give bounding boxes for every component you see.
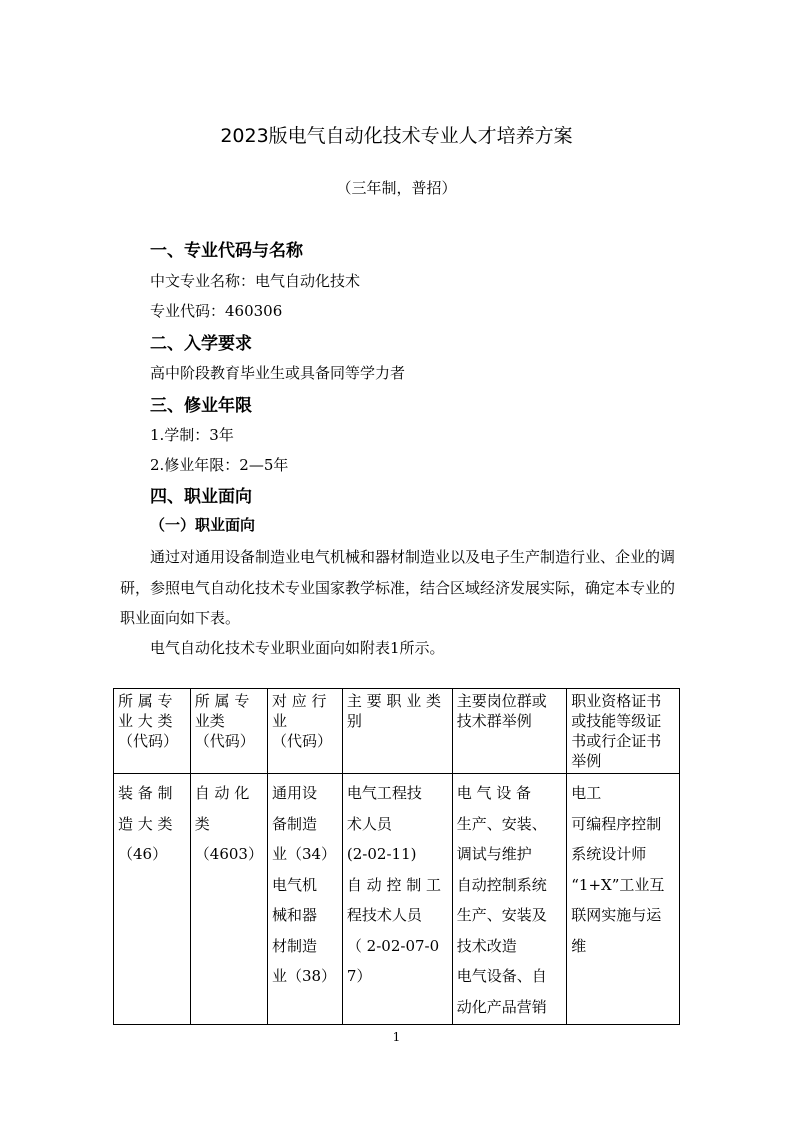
cell-line: 对 应 行 (271, 692, 327, 710)
career-table (113, 688, 680, 1025)
cell-line: 装 备 制 (118, 784, 173, 802)
cell-line: 技术改造 (456, 936, 517, 955)
cell-line: 电气工程技 (346, 784, 422, 802)
cell-line: 械和器 (271, 906, 317, 924)
cell-line: 电气设备、自 (456, 967, 547, 985)
table-header-cell (114, 689, 191, 774)
table-cell (567, 774, 680, 1025)
cell-line: 程技术人员 (346, 906, 422, 924)
cell-line: 联网实施与运 (571, 906, 662, 924)
cell-line: 可编程序控制 (571, 814, 662, 833)
table-cell (452, 774, 567, 1025)
cell-line: （代码） (194, 732, 255, 750)
cell-line: 通用设 (271, 784, 317, 802)
cell-line: 业（34） (271, 845, 337, 863)
cell-line: 电 气 设 备 (456, 784, 532, 802)
document-subtitle: （三年制，普招） (336, 179, 457, 197)
table-header-cell (452, 689, 567, 774)
cell-line: 维 (571, 936, 587, 955)
cell-line: 举例 (571, 752, 602, 770)
cell-line: （代码） (118, 732, 179, 750)
table-header-row (114, 689, 680, 774)
major-code: 专业代码：460306 (150, 302, 283, 320)
duration-item-1: 1.学制：3年 (150, 426, 234, 444)
page-number: 1 (392, 1030, 401, 1044)
cell-line: 材制造 (271, 936, 317, 955)
cell-line: 生产、安装、 (456, 814, 547, 833)
admission-text: 高中阶段教育毕业生或具备同等学力者 (150, 364, 406, 382)
cell-line: 职业资格证书 (571, 692, 662, 710)
table-header-cell (567, 689, 680, 774)
cell-line: 备制造 (271, 814, 317, 833)
table-cell (342, 774, 452, 1025)
cell-line: 业 (271, 712, 287, 730)
cell-line: (2-02-11) (346, 845, 417, 863)
cell-line: 造 大 类 (118, 814, 173, 833)
cell-line: 电工 (571, 784, 602, 802)
cell-line: 或技能等级证 (571, 712, 662, 730)
cell-line: 术人员 (346, 814, 392, 833)
cell-line: 自 动 化 (194, 784, 250, 802)
cell-line: （4603） (194, 845, 263, 863)
table-header-cell (267, 689, 342, 774)
heading-duration: 三、修业年限 (150, 396, 252, 416)
major-name: 中文专业名称：电气自动化技术 (150, 272, 361, 290)
cell-line: 主 要 职 业 类 (346, 692, 441, 710)
cell-line: 技术群举例 (456, 712, 532, 730)
table-cell (114, 774, 191, 1025)
table-header-cell (190, 689, 267, 774)
heading-admission: 二、入学要求 (150, 334, 252, 354)
cell-line: 调试与维护 (456, 845, 532, 863)
cell-line: “1+X”工业互 (571, 875, 665, 894)
table-caption: 电气自动化技术专业职业面向如附表1所示。 (150, 639, 445, 657)
cell-line: 类 (194, 814, 210, 833)
cell-line: 别 (346, 712, 362, 730)
cell-line: 所 属 专 (118, 692, 173, 710)
cell-line: 7） (346, 967, 372, 985)
cell-line: 主要岗位群或 (456, 692, 547, 710)
cell-line: 生产、安装及 (456, 906, 547, 924)
cell-line: 自动控制系统 (456, 875, 547, 894)
cell-line: 动化产品营销 (456, 997, 547, 1016)
subheading-career: （一）职业面向 (150, 516, 256, 534)
document-title: 2023版电气自动化技术专业人才培养方案 (220, 125, 573, 147)
heading-career: 四、职业面向 (150, 487, 252, 507)
cell-line: 书或行企证书 (571, 732, 662, 750)
career-paragraph: 通过对通用设备制造业电气机械和器材制造业以及电子生产制造行业、企业的调研，参照电气自动化技术专业国家教学标准，结合区域经济发展实际，确定本专业的职业面向如下表。 (120, 548, 676, 627)
cell-line: （46） (118, 845, 168, 863)
cell-line: 电气机 (271, 875, 317, 894)
cell-line: 所 属 专 (194, 692, 250, 710)
table-cell (190, 774, 267, 1025)
cell-line: 业类 (194, 712, 225, 730)
table-header-cell (342, 689, 452, 774)
cell-line: 自 动 控 制 工 (346, 875, 441, 894)
cell-line: （ 2-02-07-0 (346, 936, 440, 955)
cell-line: 系统设计师 (571, 845, 647, 863)
table-row (114, 774, 680, 1025)
table-cell (267, 774, 342, 1025)
cell-line: 业 大 类 (118, 712, 173, 730)
duration-item-2: 2.修业年限：2—5年 (150, 456, 289, 474)
heading-major-code: 一、专业代码与名称 (150, 241, 303, 261)
cell-line: （代码） (271, 732, 332, 750)
cell-line: 业（38） (271, 967, 337, 985)
